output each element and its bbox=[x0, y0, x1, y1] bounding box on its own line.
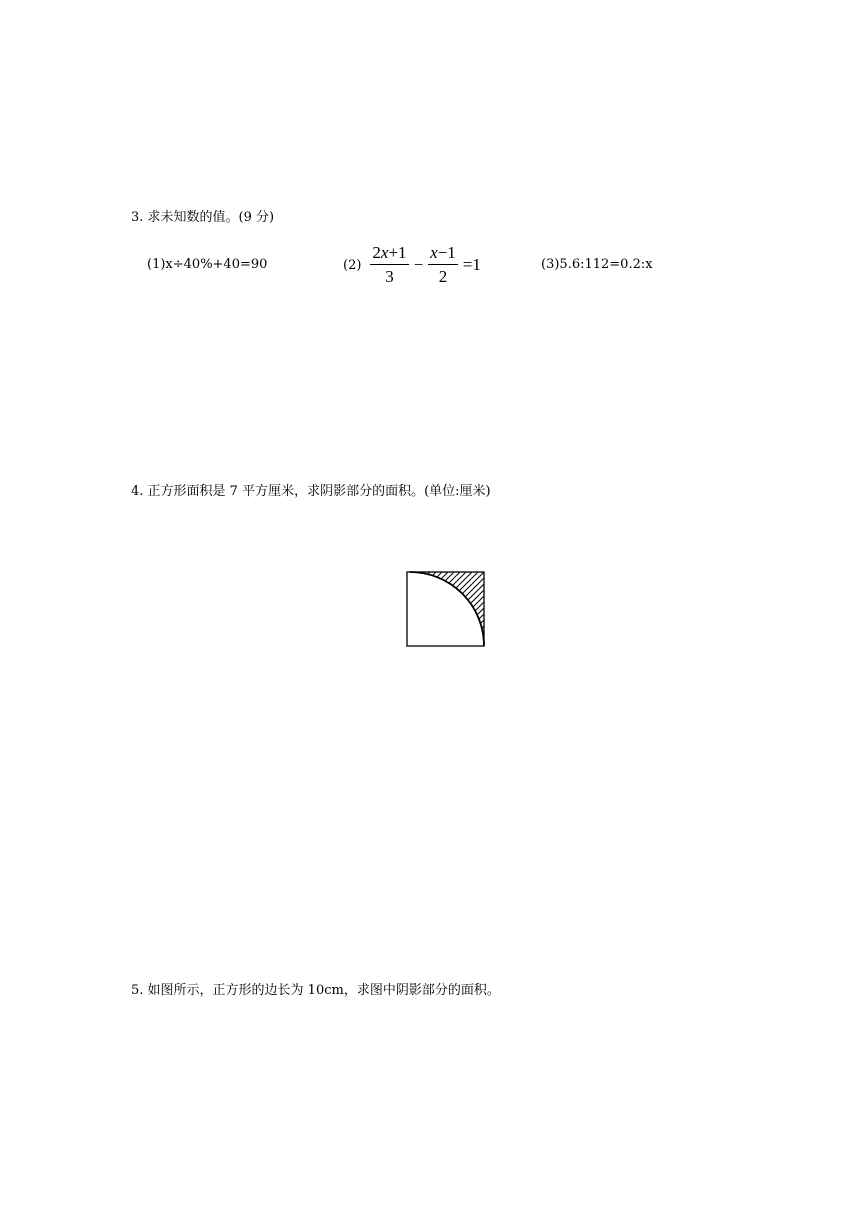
question-4-heading: 4. 正方形面积是 7 平方厘米，求阴影部分的面积。(单位:厘米) bbox=[131, 484, 491, 499]
fraction-1-variable: x bbox=[380, 243, 389, 262]
fraction-1-denominator: 3 bbox=[385, 267, 394, 286]
quarter-circle-square-figure bbox=[406, 570, 486, 648]
equation-3-label: (3) bbox=[541, 257, 560, 272]
equation-3 bbox=[541, 257, 653, 273]
fraction-1 bbox=[370, 243, 408, 287]
fraction-2-denominator: 2 bbox=[438, 267, 448, 286]
fraction-2-constant: −1 bbox=[437, 243, 456, 262]
equation-3-expression: 5.6:112=0.2:x bbox=[559, 257, 653, 272]
equation-2-label: (2) bbox=[343, 257, 362, 273]
question-5-heading: 5. 如图所示，正方形的边长为 10cm，求图中阴影部分的面积。 bbox=[131, 983, 500, 998]
equation-2 bbox=[343, 242, 483, 288]
equation-1 bbox=[147, 257, 267, 273]
equation-1-label: (1) bbox=[147, 257, 166, 272]
equation-1-expression: x÷40%+40=90 bbox=[165, 257, 268, 272]
fraction-2-numerator bbox=[428, 243, 458, 265]
fraction-2-variable: x bbox=[430, 243, 438, 262]
fraction-1-coefficient: 2 bbox=[372, 243, 381, 262]
fraction-1-numerator bbox=[370, 243, 408, 265]
question-3-heading: 3. 求未知数的值。(9 分) bbox=[131, 210, 275, 225]
equation-2-rhs: =1 bbox=[462, 255, 481, 274]
fraction-1-constant: +1 bbox=[388, 243, 407, 262]
fraction-2 bbox=[428, 243, 458, 287]
minus-operator: − bbox=[413, 255, 424, 274]
